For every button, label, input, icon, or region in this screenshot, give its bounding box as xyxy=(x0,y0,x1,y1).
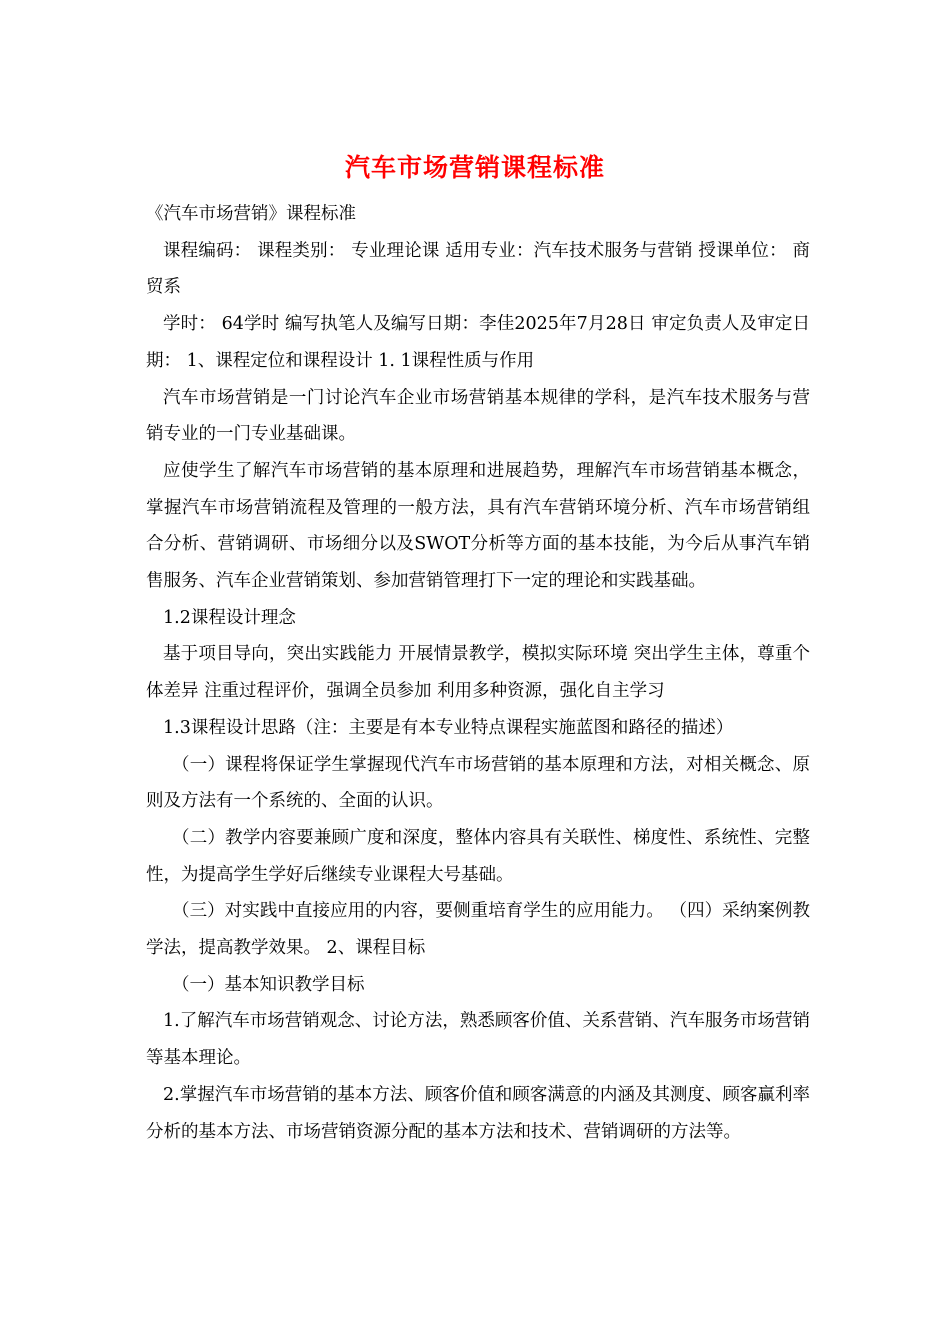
paragraph: 《汽车市场营销》课程标准 xyxy=(146,204,356,224)
paragraph: 1.2课程设计理念 xyxy=(163,607,296,628)
paragraph: （二）教学内容要兼顾广度和深度，整体内容具有关联性、梯度性、系统性、完整性，为提高学生学好后继续专业课程大号基础。 xyxy=(146,827,810,885)
paragraph: （三）对实践中直接应用的内容，要侧重培育学生的应用能力。 （四）采纳案例教学法，提高教学效果。 2、课程目标 xyxy=(146,901,810,959)
paragraph: 基于项目导向，突出实践能力 开展情景教学，模拟实际环境 突出学生主体，尊重个体差异 注重过程评价，强调全员参加 利用多种资源，强化自主学习 xyxy=(146,644,810,702)
document-title: 汽车市场营销课程标准 xyxy=(344,153,605,182)
paragraph: （一）基本知识教学目标 xyxy=(172,974,365,995)
paragraph: 1.了解汽车市场营销观念、讨论方法，熟悉顾客价值、关系营销、汽车服务市场营销等基本理论。 xyxy=(146,1011,810,1069)
paragraph: 课程编码： 课程类别： 专业理论课 适用专业：汽车技术服务与营销 授课单位： 商贸系 xyxy=(146,240,810,298)
paragraph: 汽车市场营销是一门讨论汽车企业市场营销基本规律的学科，是汽车技术服务与营销专业的一门专业基础课。 xyxy=(146,387,810,445)
paragraph: 应使学生了解汽车市场营销的基本原理和进展趋势，理解汽车市场营销基本概念，掌握汽车市场营销流程及管理的一般方法，具有汽车营销环境分析、汽车市场营销组合分析、营销调研、市场细分以及SWOT分析等方面的基本技能，为今后从事汽车销售服务、汽车企业营销策划、参加营销管理打下一定的理论和实践基础。 xyxy=(146,460,810,592)
paragraph: （一）课程将保证学生掌握现代汽车市场营销的基本原理和方法，对相关概念、原则及方法有一个系统的、全面的认识。 xyxy=(146,754,810,812)
paragraph: 1.3课程设计思路（注：主要是有本专业特点课程实施蓝图和路径的描述） xyxy=(163,717,734,738)
document-body xyxy=(146,196,810,1150)
paragraph: 2.掌握汽车市场营销的基本方法、顾客价值和顾客满意的内涵及其测度、顾客赢利率分析的基本方法、市场营销资源分配的基本方法和技术、营销调研的方法等。 xyxy=(146,1084,810,1142)
paragraph: 学时： 64学时 编写执笔人及编写日期：李佳2025年7月28日 审定负责人及审定日期： 1、课程定位和课程设计 1. 1课程性质与作用 xyxy=(146,314,810,371)
